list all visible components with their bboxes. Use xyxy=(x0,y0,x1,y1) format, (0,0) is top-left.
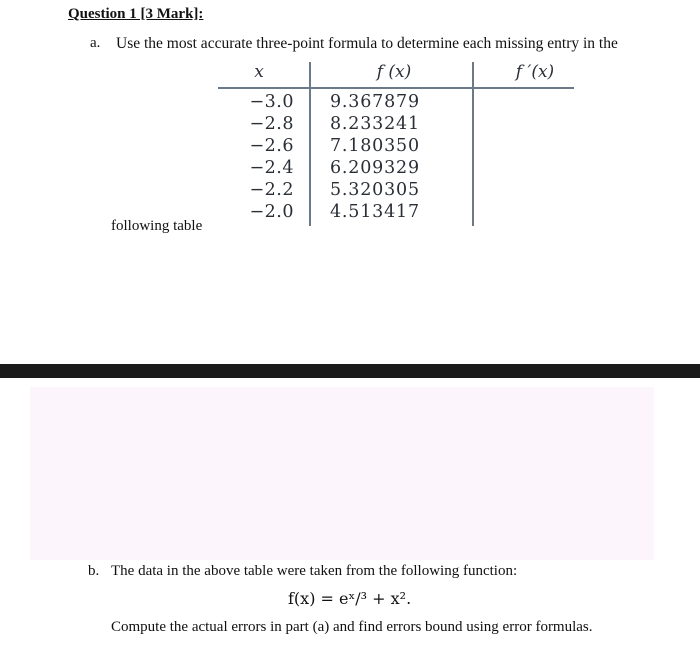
table-cell-fx: 5.320305 xyxy=(330,180,420,200)
part-a-marker: a. xyxy=(90,35,101,51)
table-cell-x: −2.0 xyxy=(249,202,294,222)
table-column-rule-2 xyxy=(472,62,474,226)
part-b-text: The data in the above table were taken from the following function: xyxy=(111,563,518,579)
table-cell-fx: 7.180350 xyxy=(330,136,420,156)
table-header-x: x xyxy=(254,62,264,82)
data-table xyxy=(214,58,574,230)
table-header-fx: f (x) xyxy=(376,62,412,82)
part-b-marker: b. xyxy=(88,563,100,579)
part-b-instruction: Compute the actual errors in part (a) and find errors bound using error formulas. xyxy=(111,619,593,635)
table-cell-fx: 9.367879 xyxy=(330,92,420,112)
table-cell-x: −2.2 xyxy=(249,180,294,200)
table-cell-fx: 4.513417 xyxy=(330,202,420,222)
divider-bar xyxy=(0,364,700,378)
table-header-fpx: f ′(x) xyxy=(515,62,555,82)
table-cell-x: −2.4 xyxy=(249,158,294,178)
question-title: Question 1 [3 Mark]: xyxy=(68,6,204,22)
table-cell-fx: 8.233241 xyxy=(330,114,420,134)
part-a-text: Use the most accurate three-point formula to determine each missing entry in the xyxy=(116,35,618,52)
table-header-rule xyxy=(218,87,574,89)
blank-answer-area xyxy=(30,387,654,560)
table-cell-fx: 6.209329 xyxy=(330,158,420,178)
table-cell-x: −2.8 xyxy=(249,114,294,134)
table-cell-x: −2.6 xyxy=(249,136,294,156)
table-column-rule-1 xyxy=(309,62,311,226)
table-cell-x: −3.0 xyxy=(249,92,294,112)
part-a-continuation: following table xyxy=(111,218,203,234)
function-formula: f(x) = eˣ/³ + x². xyxy=(288,589,412,608)
